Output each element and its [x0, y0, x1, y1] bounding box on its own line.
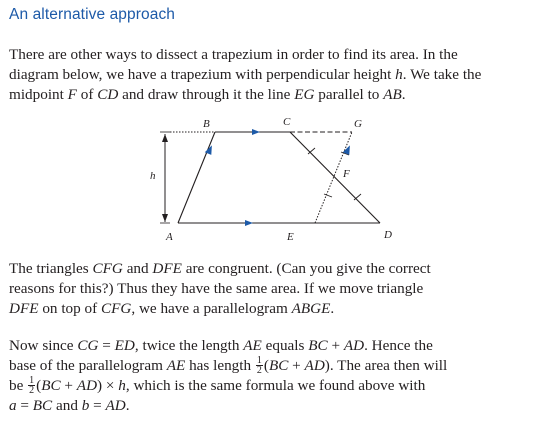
- arrow-AD: [245, 220, 253, 226]
- intro-paragraph: There are other ways to dissect a trapezium in order to find its area. In the diagram below, we have a trapezium with perpendicular height h. We take the midpoint F of CD and draw through it the line EG parallel to AB.: [9, 46, 482, 103]
- label-B: B: [203, 118, 210, 130]
- tick-FE: [324, 194, 332, 197]
- height-arrow-top: [162, 134, 168, 142]
- section-heading: An alternative approach: [9, 6, 176, 23]
- label-A: A: [166, 231, 173, 243]
- arrow-BC: [252, 129, 260, 135]
- congruence-paragraph: The triangles CFG and DFE are congruent. (Can you give the correct reasons for this?) Thus they have the same area. If we move triangle DFE on top of CFG, we have a parallelogram ABGE.: [9, 260, 431, 317]
- label-E: E: [287, 231, 294, 243]
- trapezium-diagram: [140, 112, 400, 244]
- side-AB: [178, 132, 215, 223]
- label-h: h: [150, 170, 156, 182]
- fraction-half-2: $\frac{1}{2}$: [29, 375, 35, 397]
- label-F: F: [343, 168, 350, 180]
- area-formula-paragraph: Now since CG = ED, twice the length AE equals BC + AD. Hence the base of the parallelogram AE has length $\frac{1}{2}$ (BC + AD). The area then will be $\frac{1}{2}$ (BC + AD) × h, which is the same formula we found above with a = BC and b = AD.: [9, 337, 448, 415]
- label-D: D: [384, 229, 392, 241]
- fraction-half: $\frac{1}{2}$: [256, 355, 262, 377]
- side-CD: [290, 132, 380, 223]
- label-C: C: [283, 116, 291, 128]
- label-G: G: [354, 118, 362, 130]
- height-arrow-bottom: [162, 214, 168, 222]
